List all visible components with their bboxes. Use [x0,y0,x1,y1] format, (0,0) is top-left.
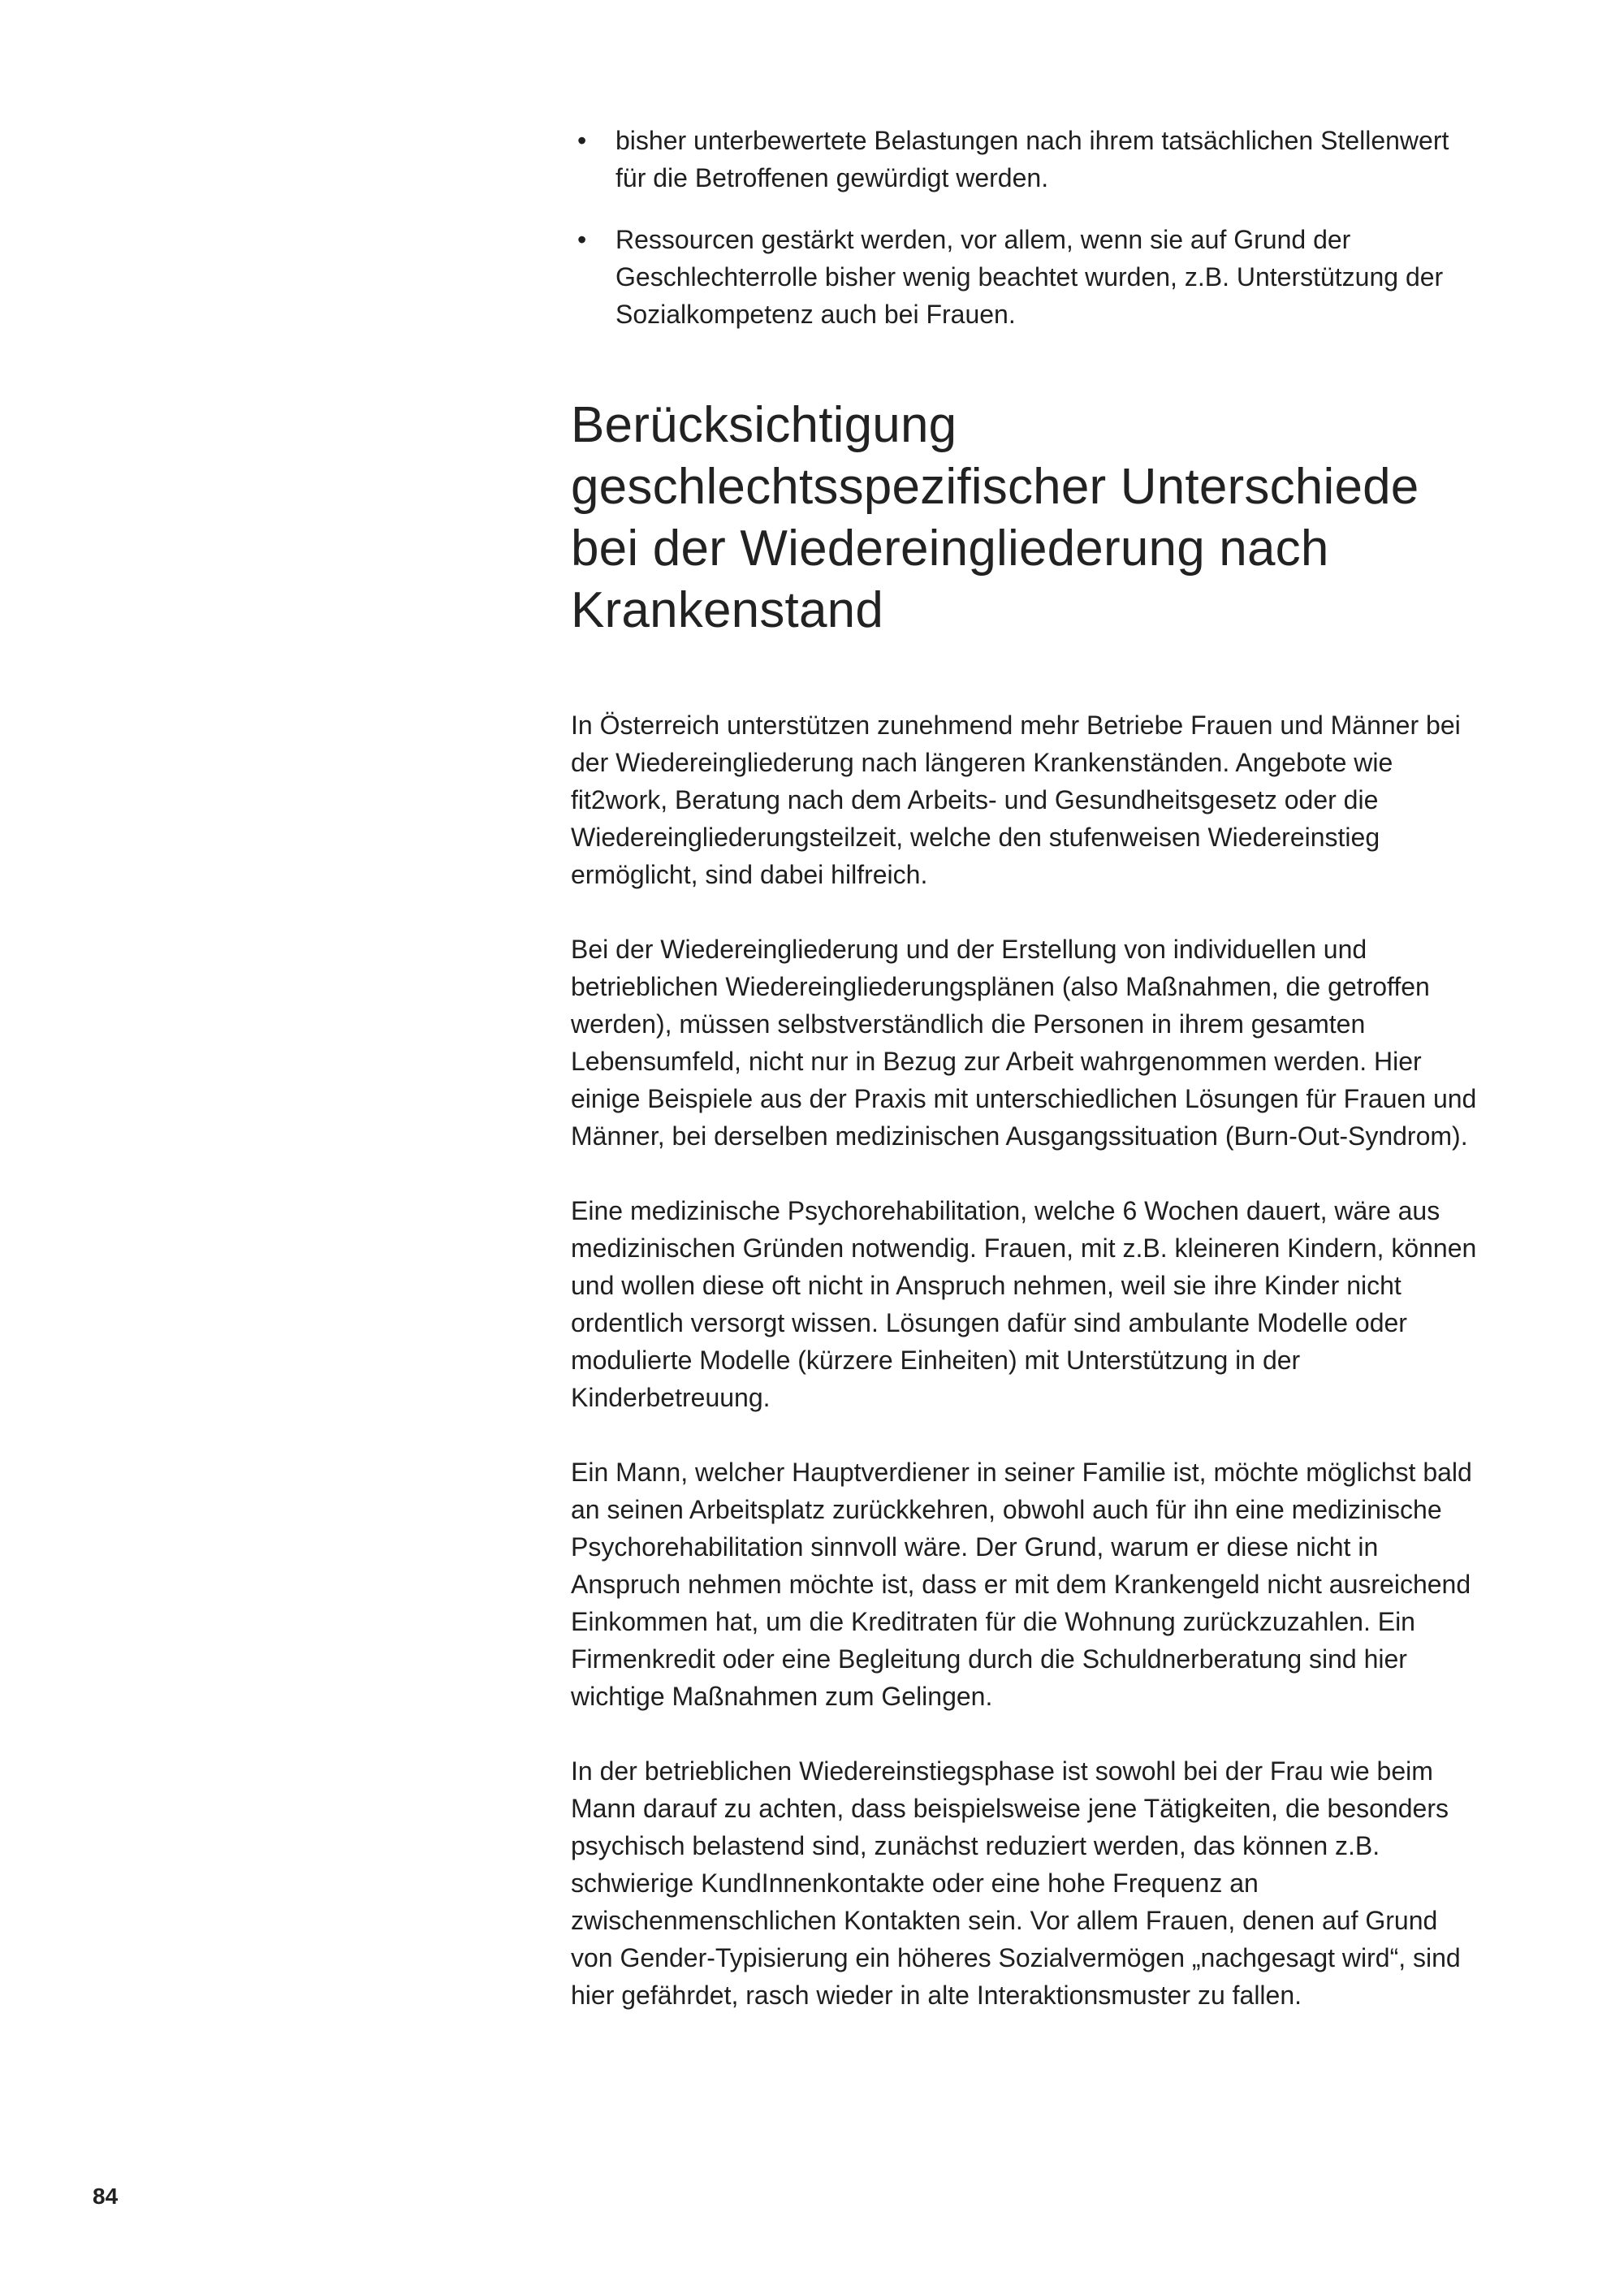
bullet-item [571,122,1480,197]
bullet-dot-icon: • [577,126,587,155]
paragraph: Eine medizinische Psychorehabilitation, welche 6 Wochen dauert, wäre aus medizinischen Gründen notwendig. Frauen, mit z.B. kleineren Kindern, können und wollen diese oft nicht in Anspruch nehmen, weil sie ihre Kinder nicht ordentlich versorgt wissen. Lösungen dafür sind ambulante Modelle oder modulierte Modelle (kürzere Einheiten) mit Unterstützung in der Kinderbetreuung. [571,1196,1477,1412]
section-heading: Berücksichtigung geschlechtsspezifischer Unterschiede bei der Wiedereingliederung nach Krankenstand [571,397,1419,638]
text-column [571,122,1480,2051]
body-text [571,706,1480,2014]
bullet-text: Ressourcen gestärkt werden, vor allem, wenn sie auf Grund der Geschlechterrolle bisher wenig beachtet wurden, z.B. Unterstützung der Sozialkompetenz auch bei Frauen. [615,225,1444,329]
bullet-text: bisher unterbewertete Belastungen nach ihrem tatsächlichen Stellenwert für die Betroffenen gewürdigt werden. [615,126,1449,192]
paragraph: In der betrieblichen Wiedereinstiegsphase ist sowohl bei der Frau wie beim Mann darauf zu achten, dass beispielsweise jene Tätigkeiten, die besonders psychisch belastend sind, zunächst reduziert werden, das können z.B. schwierige KundInnenkontakte oder eine hohe Frequenz an zwischenmenschlichen Kontakten sein. Vor allem Frauen, denen auf Grund von Gender-Typisierung ein höheres Sozialvermögen „nachgesagt wird“, sind hier gefährdet, rasch wieder in alte Interaktionsmuster zu fallen. [571,1756,1461,2010]
paragraph: Bei der Wiedereingliederung und der Erstellung von individuellen und betrieblichen Wiedereingliederungsplänen (also Maßnahmen, die getroffen werden), müssen selbstverständlich die Personen in ihrem gesamten Lebensumfeld, nicht nur in Bezug zur Arbeit wahrgenommen werden. Hier einige Beispiele aus der Praxis mit unterschiedlichen Lösungen für Frauen und Männer, bei derselben medizinischen Ausgangssituation (Burn-Out-Syndrom). [571,935,1477,1151]
paragraph: Ein Mann, welcher Hauptverdiener in seiner Familie ist, möchte möglichst bald an seinen Arbeitsplatz zurückkehren, obwohl auch für ihn eine medizinische Psychorehabilitation sinnvoll wäre. Der Grund, warum er diese nicht in Anspruch nehmen möchte ist, dass er mit dem Krankengeld nicht ausreichend Einkommen hat, um die Kreditraten für die Wohnung zurückzuzahlen. Ein Firmenkredit oder eine Begleitung durch die Schuldnerberatung sind hier wichtige Maßnahmen zum Gelingen. [571,1458,1472,1711]
bullet-list [571,122,1480,333]
page-number: 84 [93,2184,119,2209]
paragraph: In Österreich unterstützen zunehmend mehr Betriebe Frauen und Männer bei der Wiedereingliederung nach längeren Krankenständen. Angebote wie fit2work, Beratung nach dem Arbeits- und Gesundheitsgesetz oder die Wiedereingliederungsteilzeit, welche den stufenweisen Wiedereinstieg ermöglicht, sind dabei hilfreich. [571,711,1461,889]
bullet-dot-icon: • [577,225,587,254]
bullet-item [571,221,1480,333]
